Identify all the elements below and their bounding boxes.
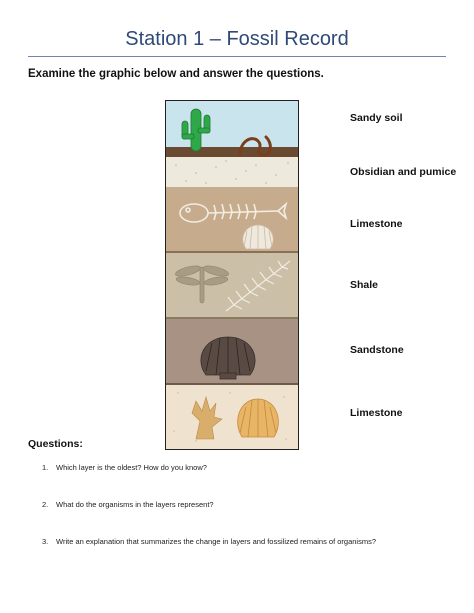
- question-1: [42, 463, 207, 472]
- shell-fossil-icon: [243, 225, 273, 249]
- layer-label-limestone-lower: Limestone: [350, 407, 403, 419]
- layer-label-sandstone: Sandstone: [350, 344, 404, 356]
- orange-shell-fossil-icon: [238, 399, 279, 437]
- instruction-text: Examine the graphic below and answer the questions.: [28, 68, 324, 80]
- question-number: 2.: [42, 500, 49, 509]
- question-number: 1.: [42, 463, 49, 472]
- layer-label-sandy-soil: Sandy soil: [350, 112, 403, 124]
- layer-label-shale: Shale: [350, 279, 379, 291]
- layer-sandstone: [166, 319, 298, 385]
- questions-heading: Questions:: [28, 438, 83, 450]
- layer-sandy-soil: [166, 101, 298, 157]
- layer-limestone-lower: [166, 385, 298, 449]
- title-divider: [28, 56, 446, 57]
- layer-obsidian-pumice: [166, 157, 298, 187]
- layer-shale: [166, 253, 298, 319]
- layer-label-limestone-upper: Limestone: [350, 218, 403, 230]
- question-3: [42, 537, 376, 546]
- page-title: Station 1 – Fossil Record: [125, 28, 349, 50]
- layer-label-obsidian-pumice: Obsidian and pumice: [350, 166, 457, 178]
- question-number: 3.: [42, 537, 49, 546]
- question-text: Which layer is the oldest? How do you know?: [56, 463, 207, 472]
- question-text: Write an explanation that summarizes the change in layers and fossilized remains of organisms?: [56, 537, 377, 546]
- layer-limestone-upper: [166, 187, 298, 253]
- dark-shell-fossil-icon: [201, 337, 255, 379]
- question-2: [42, 500, 214, 509]
- question-text: What do the organisms in the layers represent?: [56, 500, 214, 509]
- rock-layer-diagram: [165, 100, 299, 450]
